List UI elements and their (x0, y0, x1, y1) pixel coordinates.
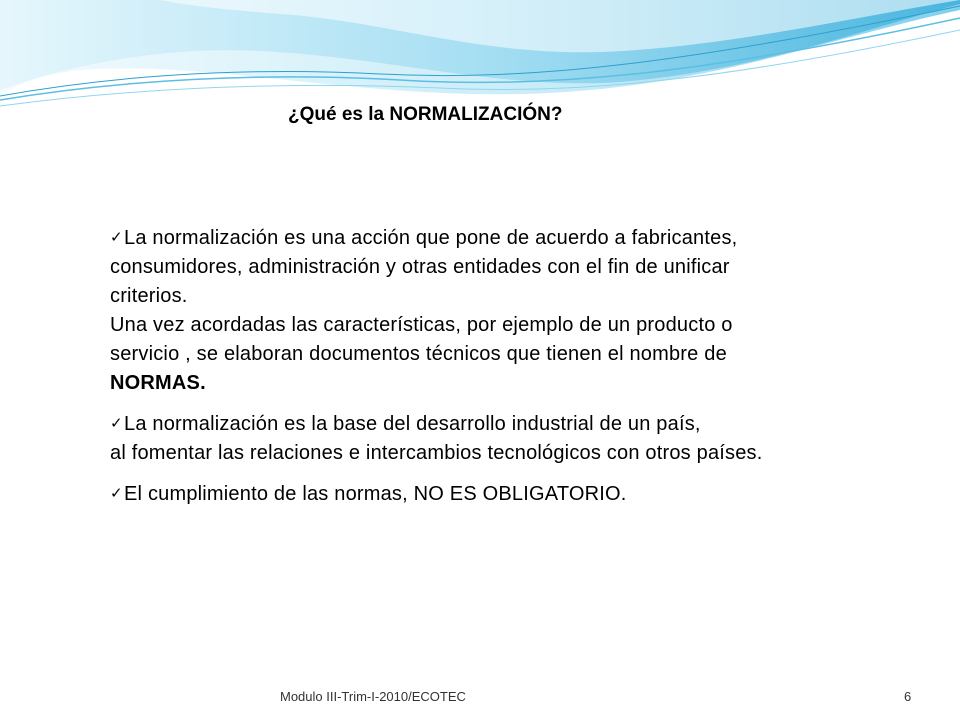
bullet-text: El cumplimiento de las normas, NO ES OBLIGATORIO. (124, 483, 627, 505)
slide-content (110, 224, 900, 509)
checkmark-icon: ✓ (110, 415, 123, 432)
checkmark-icon: ✓ (110, 229, 123, 246)
bullet-text: La normalización es la base del desarrollo industrial de un país, (124, 413, 701, 435)
bullet-line (110, 224, 900, 253)
slide-number: 6 (904, 689, 912, 704)
bullet-line (110, 410, 900, 439)
bullet-line (110, 480, 900, 509)
bullet-desarrollo-industrial (110, 410, 900, 468)
slide-title: ¿Qué es la NORMALIZACIÓN? (288, 104, 563, 125)
bullet-line: servicio , se elaboran documentos técnicos que tienen el nombre de (110, 343, 727, 365)
bullet-cumplimiento (110, 480, 900, 509)
normas-emphasis: NORMAS. (110, 372, 206, 394)
bullet-line: Una vez acordadas las características, por ejemplo de un producto o (110, 314, 733, 336)
bullet-line: criterios. (110, 285, 188, 307)
footer-text: Modulo III-Trim-I-2010/ECOTEC (280, 689, 466, 704)
bullet-normalizacion-definicion (110, 224, 900, 398)
bullet-line: consumidores, administración y otras entidades con el fin de unificar (110, 256, 730, 278)
bullet-line: al fomentar las relaciones e intercambios tecnológicos con otros países. (110, 442, 763, 464)
wave-header-decoration (0, 0, 960, 120)
checkmark-icon: ✓ (110, 485, 123, 502)
bullet-text: La normalización es una acción que pone de acuerdo a fabricantes, (124, 227, 738, 249)
